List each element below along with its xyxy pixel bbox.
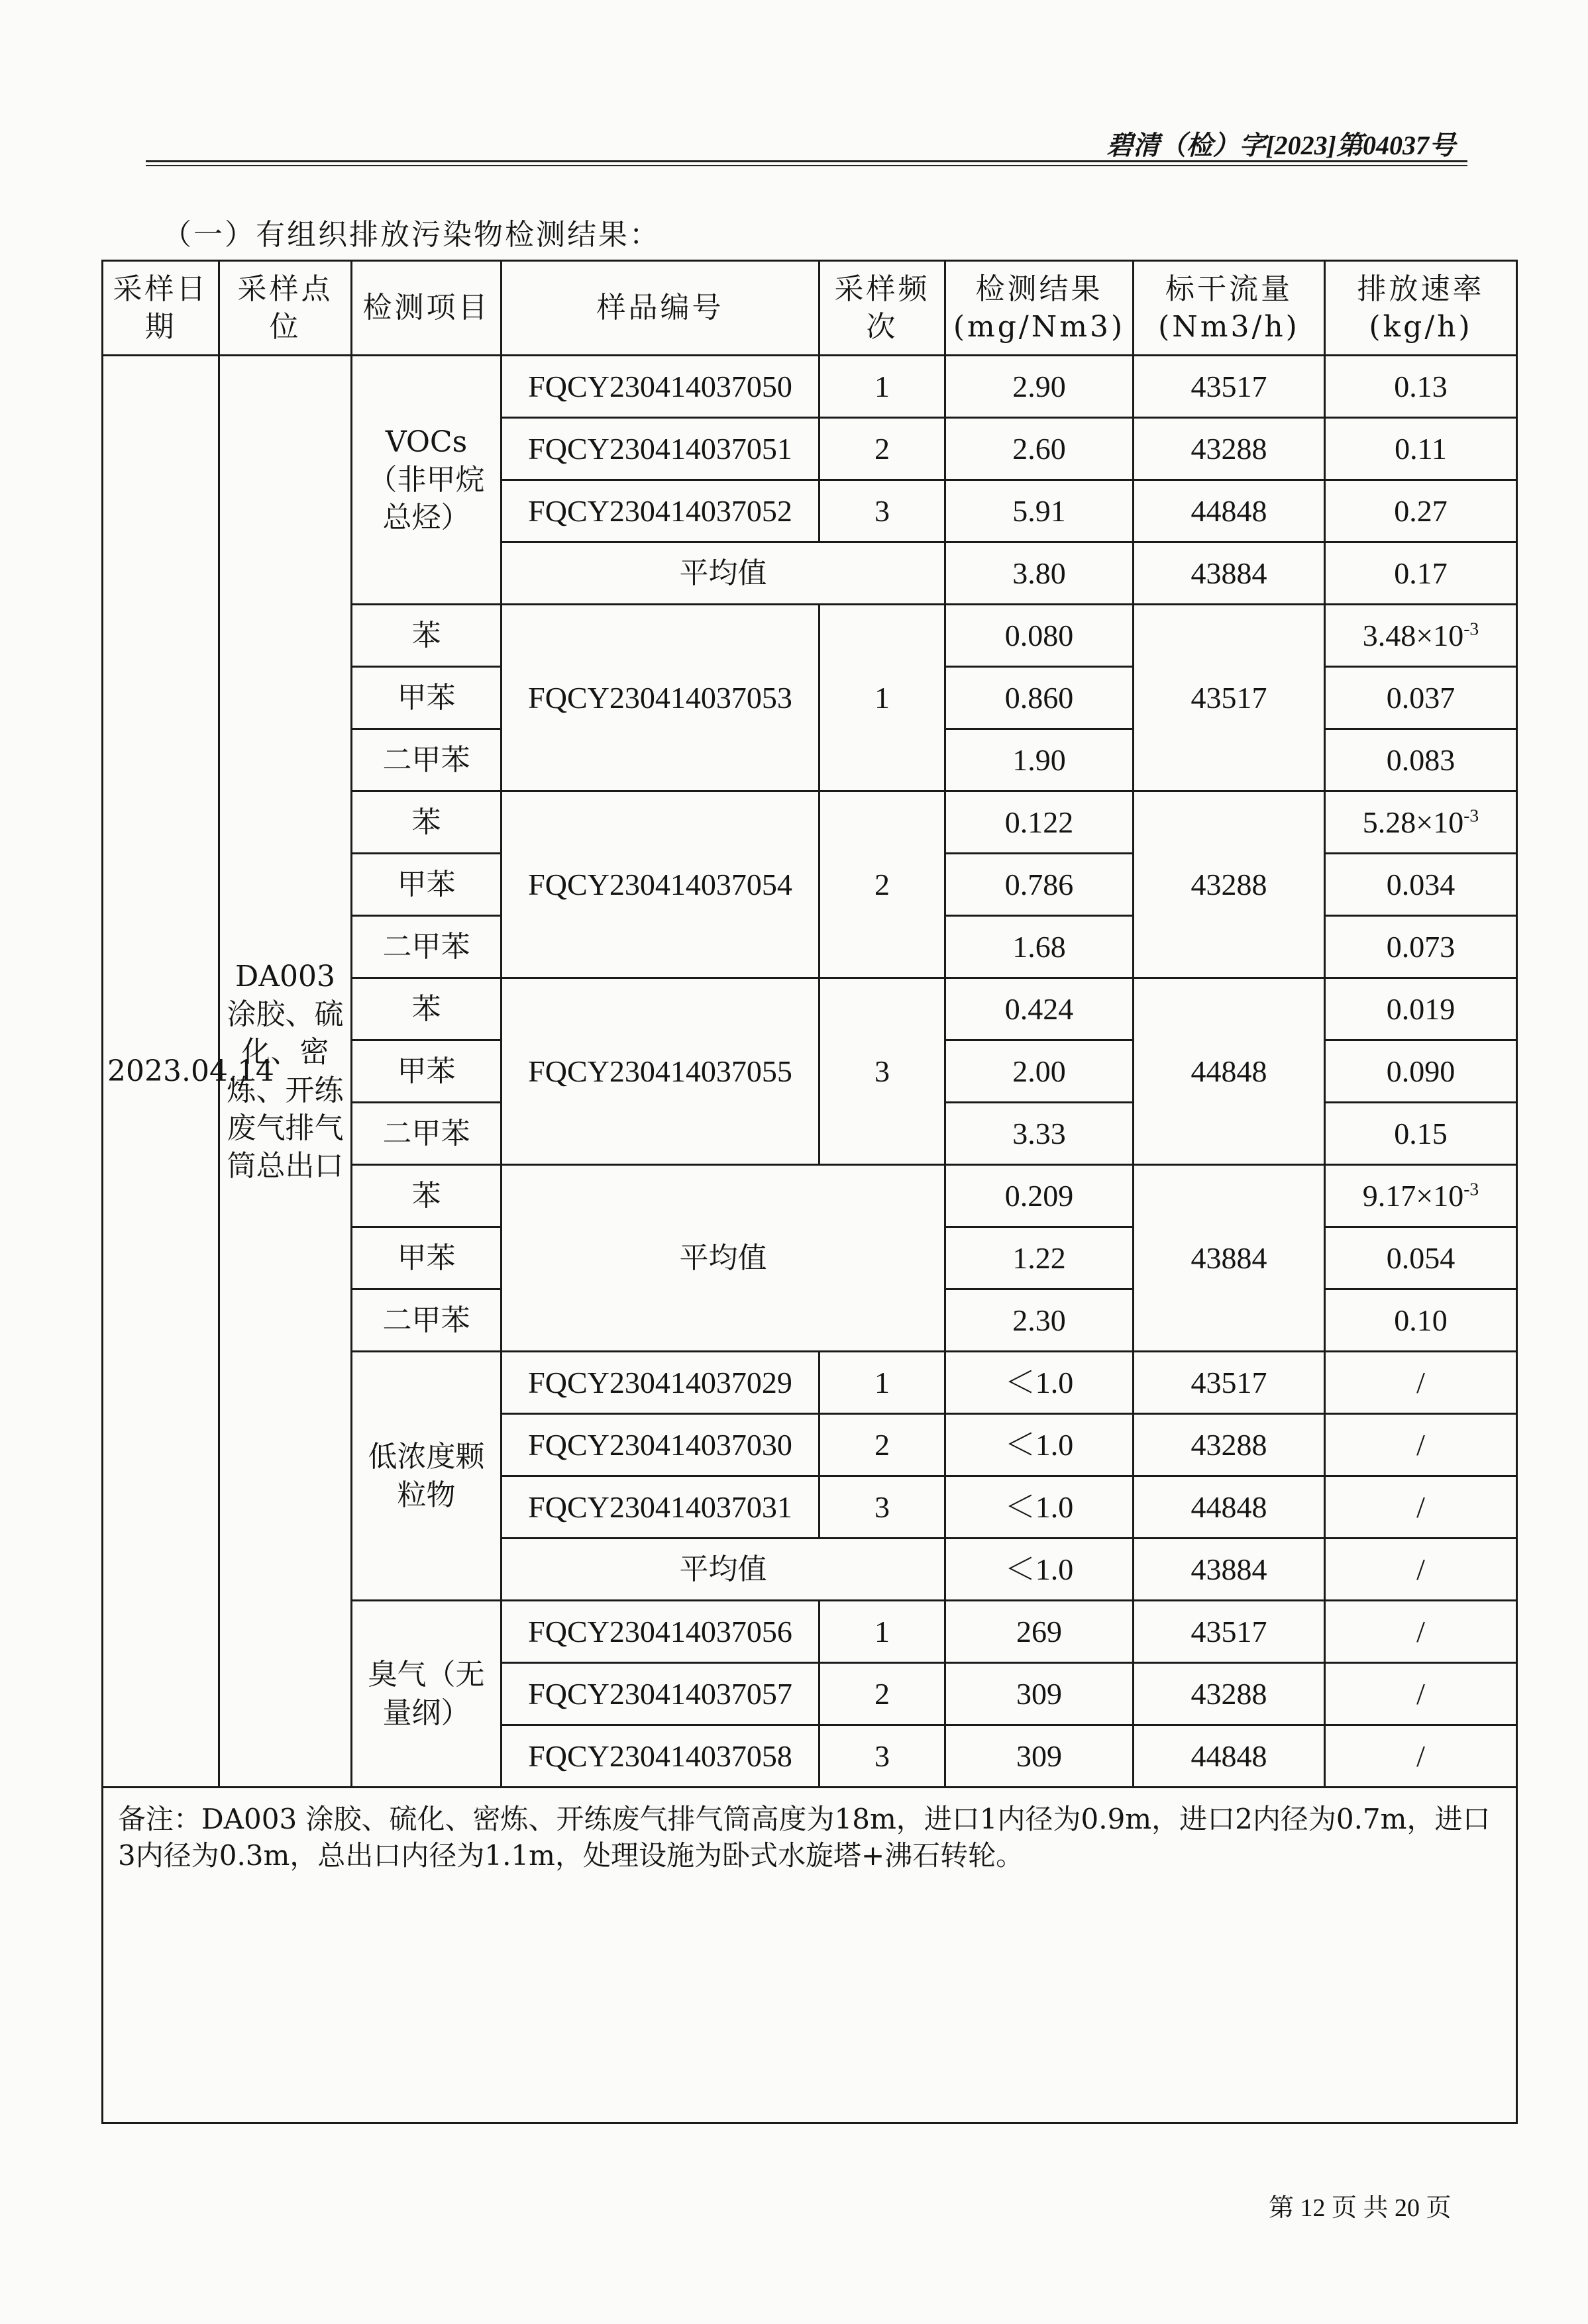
flow-value: 43517	[1134, 1601, 1325, 1663]
result-value: 2.00	[945, 1040, 1134, 1103]
results-table	[101, 260, 1518, 2124]
sample-no: FQCY230414037058	[502, 1725, 820, 1788]
result-value: 0.122	[945, 791, 1134, 854]
col-header-item: 检测项目	[352, 261, 502, 356]
frequency: 2	[820, 791, 945, 978]
frequency: 3	[820, 978, 945, 1165]
item-name: 苯	[352, 791, 502, 854]
frequency: 1	[820, 605, 945, 791]
item-name: 二甲苯	[352, 916, 502, 978]
sample-no: FQCY230414037055	[502, 978, 820, 1165]
rate-value: 0.090	[1325, 1040, 1517, 1103]
frequency: 3	[820, 1476, 945, 1539]
rate-value: 0.11	[1325, 418, 1517, 480]
rate-value: $5.28\times 10^{-3}$	[1325, 791, 1517, 854]
sampling-date: 2023.04.14	[103, 356, 219, 1788]
frequency: 2	[820, 1663, 945, 1725]
flow-value: 43517	[1134, 605, 1325, 791]
result-value: 0.860	[945, 667, 1134, 729]
sampling-location: DA003涂胶、硫化、密炼、开练废气排气筒总出口	[219, 356, 352, 1788]
sample-no: FQCY230414037030	[502, 1414, 820, 1476]
result-average: 2.30	[945, 1289, 1134, 1352]
result-average: ＜1.0	[945, 1539, 1134, 1601]
sample-no: FQCY230414037050	[502, 356, 820, 418]
result-average: 3.80	[945, 542, 1134, 605]
result-value: 309	[945, 1725, 1134, 1788]
item-name: 甲苯	[352, 854, 502, 916]
rate-value: 0.13	[1325, 356, 1517, 418]
rate-value: /	[1325, 1414, 1517, 1476]
section-title: （一）有组织排放污染物检测结果：	[162, 218, 661, 252]
col-header-rate: 排放速率(kg/h)	[1325, 261, 1517, 356]
result-value: 0.424	[945, 978, 1134, 1040]
page-footer: 第 12 页 共 20 页	[1269, 2194, 1452, 2222]
average-label: 平均值	[502, 1165, 945, 1352]
flow-value: 43517	[1134, 356, 1325, 418]
table-row	[103, 1788, 1517, 2123]
col-header-result: 检测结果(mg/Nm3)	[945, 261, 1134, 356]
item-particulate: 低浓度颗粒物	[352, 1352, 502, 1601]
sample-no: FQCY230414037031	[502, 1476, 820, 1539]
flow-average: 43884	[1134, 1539, 1325, 1601]
result-value: ＜1.0	[945, 1352, 1134, 1414]
rate-value: $3.48\times 10^{-3}$	[1325, 605, 1517, 667]
results-table-body	[103, 261, 1517, 2123]
remark-note: 备注：DA003 涂胶、硫化、密炼、开练废气排气筒高度为18m，进口1内径为0.9m，进口2内径为0.7m，进口3内径为0.3m，总出口内径为1.1m，处理设施为卧式水旋塔+沸石转轮。	[103, 1788, 1517, 2123]
rate-value: 0.15	[1325, 1103, 1517, 1165]
col-header-flow: 标干流量(Nm3/h)	[1134, 261, 1325, 356]
sample-no: FQCY230414037053	[502, 605, 820, 791]
flow-value: 44848	[1134, 978, 1325, 1165]
flow-value: 43288	[1134, 791, 1325, 978]
result-value: 2.60	[945, 418, 1134, 480]
rate-value: /	[1325, 1725, 1517, 1788]
result-value: 1.68	[945, 916, 1134, 978]
result-value: ＜1.0	[945, 1414, 1134, 1476]
item-name: 甲苯	[352, 667, 502, 729]
col-header-date: 采样日期	[103, 261, 219, 356]
result-value: 1.90	[945, 729, 1134, 791]
item-name: 苯	[352, 1165, 502, 1227]
item-name: 二甲苯	[352, 729, 502, 791]
frequency: 1	[820, 1601, 945, 1663]
table-header-row	[103, 261, 1517, 356]
result-value: 0.080	[945, 605, 1134, 667]
frequency: 3	[820, 1725, 945, 1788]
result-value: 3.33	[945, 1103, 1134, 1165]
rate-value: 0.034	[1325, 854, 1517, 916]
rate-value: /	[1325, 1352, 1517, 1414]
sample-no: FQCY230414037029	[502, 1352, 820, 1414]
flow-value: 44848	[1134, 1476, 1325, 1539]
rate-average: /	[1325, 1539, 1517, 1601]
flow-average: 43884	[1134, 542, 1325, 605]
rate-value: 0.019	[1325, 978, 1517, 1040]
item-name: 甲苯	[352, 1040, 502, 1103]
item-odor: 臭气（无量纲）	[352, 1601, 502, 1788]
frequency: 1	[820, 1352, 945, 1414]
sample-no: FQCY230414037056	[502, 1601, 820, 1663]
flow-value: 43288	[1134, 1414, 1325, 1476]
result-value: 5.91	[945, 480, 1134, 542]
result-value: 2.90	[945, 356, 1134, 418]
rate-value: /	[1325, 1663, 1517, 1725]
rate-value: /	[1325, 1476, 1517, 1539]
table-row	[103, 356, 1517, 418]
result-value: ＜1.0	[945, 1476, 1134, 1539]
item-name: 甲苯	[352, 1227, 502, 1289]
rate-average: 0.17	[1325, 542, 1517, 605]
frequency: 2	[820, 418, 945, 480]
sample-no: FQCY230414037052	[502, 480, 820, 542]
sample-no: FQCY230414037057	[502, 1663, 820, 1725]
sample-no: FQCY230414037051	[502, 418, 820, 480]
report-number: 碧清（检）字[2023]第04037号	[1106, 130, 1456, 160]
frequency: 1	[820, 356, 945, 418]
rate-value: 0.037	[1325, 667, 1517, 729]
flow-value: 43517	[1134, 1352, 1325, 1414]
rate-value: /	[1325, 1601, 1517, 1663]
item-name: 苯	[352, 605, 502, 667]
flow-value: 44848	[1134, 1725, 1325, 1788]
result-value: 0.786	[945, 854, 1134, 916]
rate-average: 0.10	[1325, 1289, 1517, 1352]
flow-value: 44848	[1134, 480, 1325, 542]
col-header-freq: 采样频次	[820, 261, 945, 356]
result-value: 269	[945, 1601, 1134, 1663]
item-name: 二甲苯	[352, 1103, 502, 1165]
result-average: 0.209	[945, 1165, 1134, 1227]
rate-average: 0.054	[1325, 1227, 1517, 1289]
rate-value: 0.083	[1325, 729, 1517, 791]
header-rule-thin	[146, 165, 1467, 166]
average-label: 平均值	[502, 542, 945, 605]
average-label: 平均值	[502, 1539, 945, 1601]
frequency: 3	[820, 480, 945, 542]
item-name: 二甲苯	[352, 1289, 502, 1352]
header-rule	[146, 160, 1467, 162]
sample-no: FQCY230414037054	[502, 791, 820, 978]
rate-value: 0.073	[1325, 916, 1517, 978]
rate-value: 0.27	[1325, 480, 1517, 542]
flow-average: 43884	[1134, 1165, 1325, 1352]
result-value: 309	[945, 1663, 1134, 1725]
item-name: 苯	[352, 978, 502, 1040]
frequency: 2	[820, 1414, 945, 1476]
col-header-location: 采样点位	[219, 261, 352, 356]
rate-average: $9.17\times 10^{-3}$	[1325, 1165, 1517, 1227]
flow-value: 43288	[1134, 418, 1325, 480]
result-average: 1.22	[945, 1227, 1134, 1289]
item-vocs: VOCs（非甲烷总烃）	[352, 356, 502, 605]
flow-value: 43288	[1134, 1663, 1325, 1725]
col-header-sample-no: 样品编号	[502, 261, 820, 356]
